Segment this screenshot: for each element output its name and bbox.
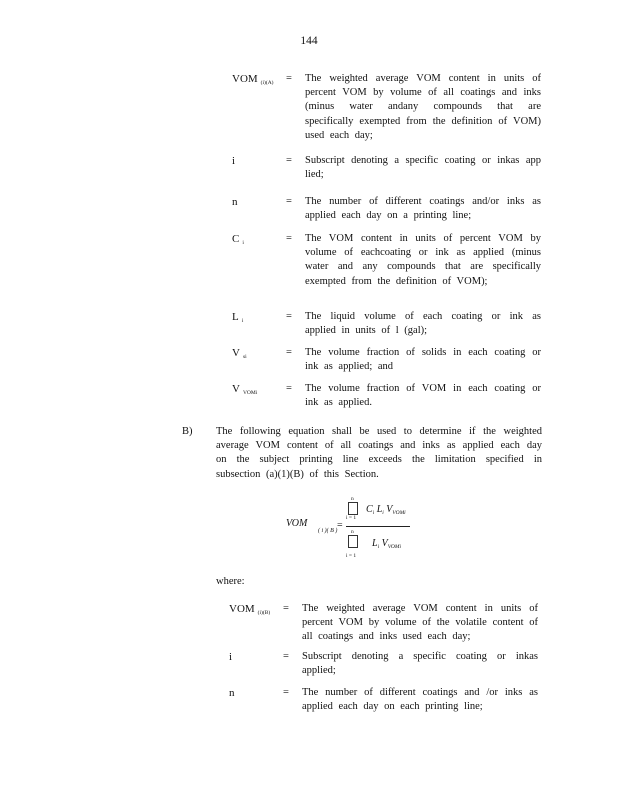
sum-lower-limit: i = 1 xyxy=(346,553,357,559)
equation-numerator: $C_i$ $L_i$ $V_{VOMi}$ xyxy=(366,504,406,516)
equation-lhs-subscript: ( i )( B ) xyxy=(318,528,338,534)
where-label: where: xyxy=(216,576,245,587)
fraction-bar xyxy=(346,526,410,527)
section-label: B) xyxy=(182,426,193,437)
definition-symbol: L $_i$ xyxy=(232,311,244,324)
equals-sign: = xyxy=(286,383,292,394)
equals-sign: = xyxy=(286,311,292,322)
definition-text: The volume fraction of VOM in each coating or ink as applied. xyxy=(305,383,541,409)
definition-text: The volume fraction of solids in each coating or ink as applied; and xyxy=(305,347,541,373)
equals-sign: = xyxy=(283,603,289,614)
sum-lower-limit: i = 1 xyxy=(346,515,357,521)
definition-symbol: n xyxy=(232,196,238,208)
definition-text: Subscript denoting a specific coating or inkas app lied; xyxy=(305,155,541,181)
weighted-average-equation xyxy=(286,497,466,563)
definition-text: The number of different coatings and /or inks as applied each day on each printing line; xyxy=(302,687,538,713)
equals-sign: = xyxy=(286,347,292,358)
equals-sign: = xyxy=(283,687,289,698)
sum-upper-limit: n xyxy=(351,529,354,535)
definition-symbol: i xyxy=(229,651,233,663)
equation-lhs: VOM xyxy=(286,518,308,529)
definition-symbol: V $_{si}$ xyxy=(232,347,247,360)
definition-text: The VOM content in units of percent VOM by volume of eachcoating or ink as applied (minus water and any compounds that are specifically exempted from the definition of VOM); xyxy=(305,233,541,287)
definition-text: Subscript denoting a specific coating or inkas applied; xyxy=(302,651,538,677)
equals-sign: = xyxy=(283,651,289,662)
summation-icon xyxy=(348,502,358,515)
definition-symbol: VOM $_{(i)(B)}$ xyxy=(229,603,271,616)
equals-sign: = xyxy=(286,73,292,84)
equals-sign: = xyxy=(286,155,292,166)
summation-icon xyxy=(348,535,358,548)
definition-symbol: VOM $_{(i)(A)}$ xyxy=(232,73,274,86)
definition-symbol: C $_i$ xyxy=(232,233,244,246)
definition-text: The weighted average VOM content in units of percent VOM by volume of the volatile content of all coatings and inks used each day; xyxy=(302,603,538,643)
definition-text: The liquid volume of each coating or ink as applied in units of l (gal); xyxy=(305,311,541,337)
equation-equals: = xyxy=(337,520,343,531)
sum-upper-limit: n xyxy=(351,496,354,502)
page-number: 144 xyxy=(300,35,318,47)
definition-text: The number of different coatings and/or inks as applied each day on a printing line; xyxy=(305,196,541,222)
definition-symbol: i xyxy=(232,155,236,167)
equals-sign: = xyxy=(286,233,292,244)
definition-symbol: n xyxy=(229,687,235,699)
section-paragraph: The following equation shall be used to determine if the weighted average VOM content of all coatings and inks as applied each day on the subject printing line exceeds the limitation specified in subsection (a)(1)(B) of this Section. xyxy=(216,426,542,480)
definition-symbol: V $_{VOMi}$ xyxy=(232,383,258,396)
definition-text: The weighted average VOM content in units of percent VOM by volume of all coatings and inks (minus water andany compounds that are specifically exempted from the definition of VOM) used each day; xyxy=(305,73,541,141)
equals-sign: = xyxy=(286,196,292,207)
equation-denominator: $L_i$ $V_{VOMi}$ xyxy=(372,538,401,550)
